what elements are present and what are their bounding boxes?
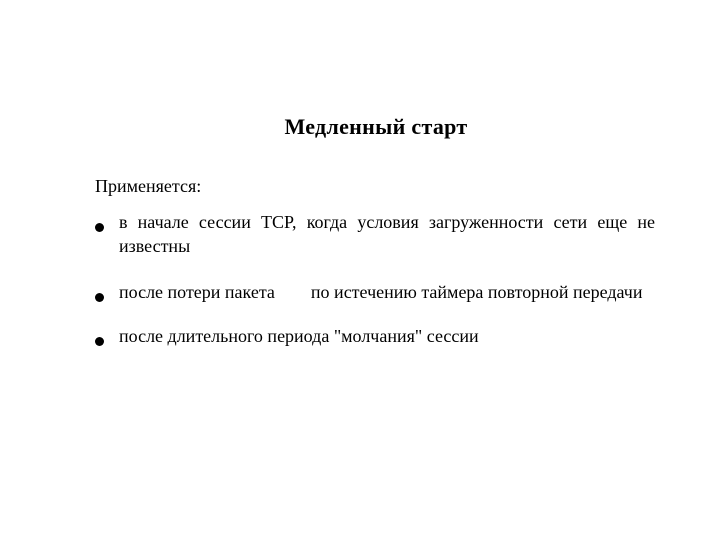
bullet-text-part-1: после потери пакета [119, 282, 275, 302]
intro-text: Применяется: [95, 176, 202, 196]
bullet-item-idle-period [95, 324, 655, 348]
slide-title: Медленный старт [284, 114, 468, 139]
bullet-text: в начале сессии TCP, когда условия загруженности сети еще не известны [119, 212, 655, 256]
bullet-list [95, 210, 655, 370]
bullet-item-session-start [95, 210, 655, 258]
bullet-dot-icon [95, 223, 104, 232]
bullet-text: после длительного периода "молчания" сессии [119, 326, 479, 346]
bullet-item-packet-loss [95, 280, 655, 304]
bullet-text-part-2: по истечению таймера повторной передачи [310, 282, 643, 302]
bullet-dot-icon [95, 293, 104, 302]
bullet-dot-icon [95, 337, 104, 346]
